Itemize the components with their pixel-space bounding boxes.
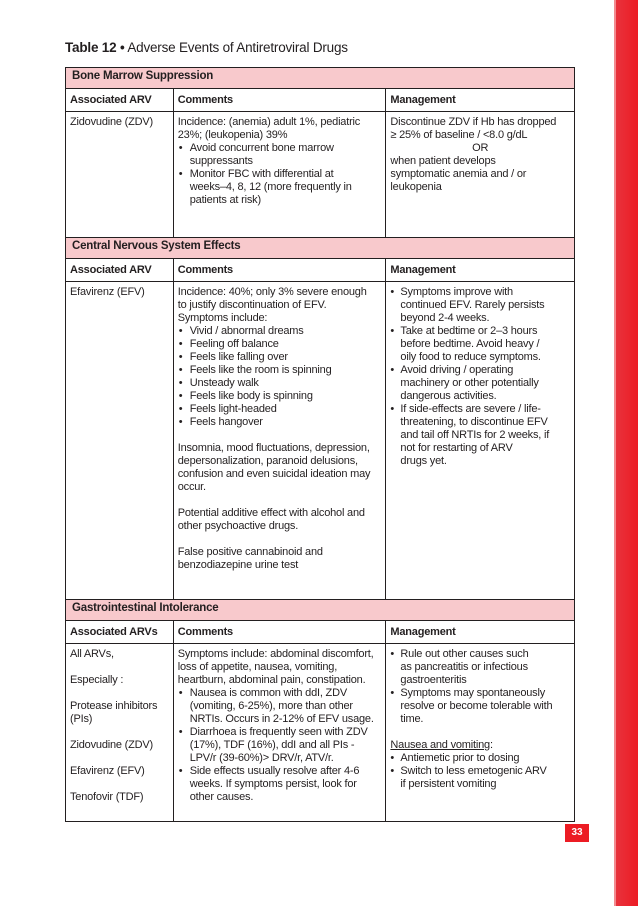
list-item: • If side-effects are severe / life- threatening, to discontinue EFV and tail off NRTIs for 2 weeks, if not for restarting of ARV drugs yet. [390, 403, 570, 468]
list-item: • Feeling off balance [178, 338, 382, 351]
list-item: • Unsteady walk [178, 377, 382, 390]
comments-list [178, 687, 382, 804]
list-item: • Monitor FBC with differential at weeks–4, 8, 12 (more frequently in patients at risk) [178, 168, 382, 207]
list-item: • Feels hangover [178, 416, 382, 429]
table-title-text: Adverse Events of Antiretroviral Drugs [127, 40, 348, 55]
associated-cell [66, 644, 174, 822]
list-item: • Avoid concurrent bone marrow suppressants [178, 142, 382, 168]
header-row [66, 89, 575, 112]
associated-text: Protease inhibitors (PIs) [70, 700, 158, 725]
management-cell [386, 112, 575, 238]
table-row [66, 282, 575, 600]
management-text: Discontinue ZDV if Hb has dropped ≥ 25% of baseline / <8.0 g/dL [390, 116, 557, 141]
page-edge-band [616, 0, 638, 906]
management-subhead [390, 739, 570, 752]
list-item: • Feels like falling over [178, 351, 382, 364]
header-management: Management [386, 621, 575, 644]
table-title [65, 40, 348, 55]
management-subhead-text: Nausea and vomiting [390, 739, 490, 751]
list-item: • Nausea is common with ddI, ZDV (vomiting, 6-25%), more than other NRTIs. Occurs in 2-12% of EFV usage. [178, 687, 382, 726]
management-text: when patient develops symptomatic anemia and / or leukopenia [390, 155, 527, 193]
associated-text: Zidovudine (ZDV) [70, 739, 153, 751]
list-item: • Antiemetic prior to dosing [390, 752, 570, 765]
header-associated: Associated ARV [66, 259, 174, 282]
list-item: • Rule out other causes such as pancreatitis or infectious gastroenteritis [390, 648, 570, 687]
header-associated: Associated ARV [66, 89, 174, 112]
list-item: • Avoid driving / operating machinery or other potentially dangerous activities. [390, 364, 570, 403]
management-cell [386, 644, 575, 822]
comments-cell [173, 112, 386, 238]
associated-cell [66, 282, 174, 600]
comments-cell [173, 644, 386, 822]
list-item: • Symptoms may spontaneously resolve or become tolerable with time. [390, 687, 570, 726]
management-list [390, 648, 570, 726]
header-management: Management [386, 259, 575, 282]
list-item: • Feels like the room is spinning [178, 364, 382, 377]
associated-text: Especially : [70, 674, 124, 686]
section-row [66, 600, 575, 621]
section-title: Bone Marrow Suppression [66, 68, 575, 89]
table-title-label: Table 12 • [65, 40, 125, 55]
list-item: • Switch to less emetogenic ARV if persistent vomiting [390, 765, 570, 791]
associated-text: All ARVs, [70, 648, 114, 660]
management-or: OR [472, 142, 489, 154]
comments-paragraph: Insomnia, mood fluctuations, depression, depersonalization, paranoid delusions, confusion and even suicidal ideation may occur. [177, 442, 371, 493]
comments-intro: Incidence: 40%; only 3% severe enough to justify discontinuation of EFV. Symptoms include: [177, 286, 367, 324]
list-item: • Feels like body is spinning [178, 390, 382, 403]
list-item: • Vivid / abnormal dreams [178, 325, 382, 338]
table-row [66, 112, 575, 238]
comments-intro: Symptoms include: abdominal discomfort, loss of appetite, nausea, vomiting, heartburn, abdominal pain, constipation. [177, 648, 374, 686]
associated-text: Efavirenz (EFV) [70, 286, 145, 298]
management-list [390, 286, 570, 468]
list-item: • Feels light-headed [178, 403, 382, 416]
associated-text: Tenofovir (TDF) [70, 791, 144, 803]
table-row [66, 644, 575, 822]
management-cell [386, 282, 575, 600]
header-comments: Comments [173, 259, 386, 282]
associated-text: Efavirenz (EFV) [70, 765, 145, 777]
header-row [66, 259, 575, 282]
symptoms-list [178, 325, 382, 429]
header-row [66, 621, 575, 644]
comments-list [178, 142, 382, 207]
section-title: Gastrointestinal Intolerance [66, 600, 575, 621]
list-item: • Diarrhoea is frequently seen with ZDV (17%), TDF (16%), ddI and all PIs - LPV/r (39-60%)> DRV/r, ATV/r. [178, 726, 382, 765]
associated-text: Zidovudine (ZDV) [70, 116, 153, 128]
page-number: 33 [565, 824, 589, 842]
list-item: • Take at bedtime or 2–3 hours before bedtime. Avoid heavy / oily food to reduce symptoms. [390, 325, 570, 364]
section-title: Central Nervous System Effects [66, 238, 575, 259]
list-item: • Symptoms improve with continued EFV. Rarely persists beyond 2-4 weeks. [390, 286, 570, 325]
list-item: • Side effects usually resolve after 4-6 weeks. If symptoms persist, look for other causes. [178, 765, 382, 804]
header-management: Management [386, 89, 575, 112]
header-associated: Associated ARVs [66, 621, 174, 644]
comments-intro: Incidence: (anemia) adult 1%, pediatric 23%; (leukopenia) 39% [177, 116, 361, 141]
section-row [66, 68, 575, 89]
comments-paragraph: Potential additive effect with alcohol and other psychoactive drugs. [177, 507, 365, 532]
section-row [66, 238, 575, 259]
comments-cell [173, 282, 386, 600]
header-comments: Comments [173, 89, 386, 112]
adverse-events-table [65, 67, 575, 822]
comments-paragraph: False positive cannabinoid and benzodiazepine urine test [177, 546, 323, 571]
management-list [390, 752, 570, 791]
management-subhead-colon: : [489, 739, 493, 751]
header-comments: Comments [173, 621, 386, 644]
associated-cell [66, 112, 174, 238]
